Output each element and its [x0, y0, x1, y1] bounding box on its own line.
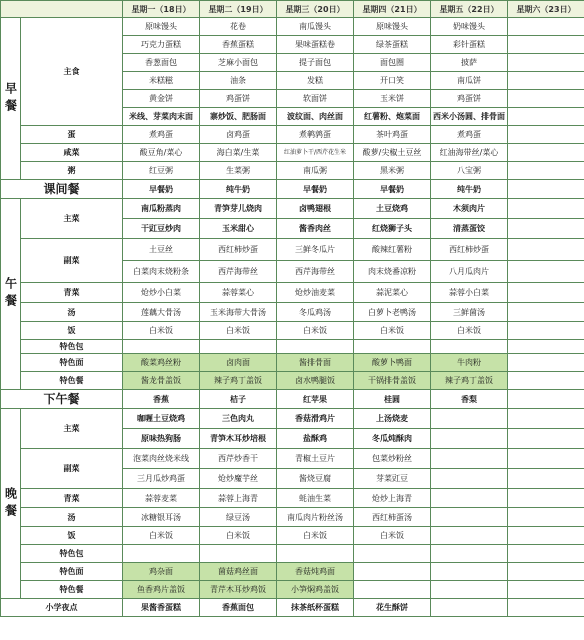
- lunch-special-noodle-item: 牛肉粉: [431, 354, 508, 372]
- dinner-side-item: 泡菜肉丝烧米线: [123, 449, 200, 469]
- lunch-main-item: 酱香肉丝: [277, 219, 354, 239]
- dinner-main-item: 原味热狗肠: [123, 429, 200, 449]
- lunch-special-bun-item: [508, 340, 584, 354]
- afternoon-item: 香梨: [431, 390, 508, 409]
- lunch-special-meal-item: 酱龙骨盖饭: [123, 372, 200, 390]
- dinner-greens-item: 蒜蓉麦菜: [123, 489, 200, 508]
- breakfast-staple-item: 鸡蛋饼: [200, 90, 277, 108]
- dinner-side-item: 西芹炒香干: [200, 449, 277, 469]
- lunch-side-item: 肉末烧番凉粉: [354, 261, 431, 283]
- lunch-main-item: 南瓜粉蒸肉: [123, 199, 200, 219]
- dinner-greens-item: [431, 489, 508, 508]
- dinner-special-bun-item: [123, 545, 200, 563]
- lunch-main-item: 木须肉片: [431, 199, 508, 219]
- header-corner: [1, 1, 123, 18]
- lunch-special-bun-item: [431, 340, 508, 354]
- lunch-special-bun-item: [200, 340, 277, 354]
- dinner-side-item: [508, 469, 584, 489]
- lunch-soup-item: 三鲜菌汤: [431, 303, 508, 322]
- breakfast-staple-item: 波纹面、肉丝面: [277, 108, 354, 126]
- lunch-side-item: [508, 239, 584, 261]
- label-special-bun: 特色包: [21, 340, 123, 354]
- breakfast-staple-item: 油条: [200, 72, 277, 90]
- late-snack-item: 香蕉面包: [200, 599, 277, 617]
- dinner-main-item: 香菇滑鸡片: [277, 409, 354, 429]
- lunch-special-noodle-item: 酸菜鸡丝粉: [123, 354, 200, 372]
- lunch-side-item: 西红柿炒蛋: [431, 239, 508, 261]
- late-snack-item: [508, 599, 584, 617]
- dinner-main-item: 盐酥鸡: [277, 429, 354, 449]
- dinner-soup-item: [431, 508, 508, 527]
- breakfast-staple-item: 面包圈: [354, 54, 431, 72]
- afternoon-item: 红苹果: [277, 390, 354, 409]
- lunch-special-noodle-item: 酱排骨面: [277, 354, 354, 372]
- day-header: 星期四（21日）: [354, 1, 431, 18]
- lunch-special-bun-item: [123, 340, 200, 354]
- dinner-special-meal-item: 鱼香鸡片盖饭: [123, 581, 200, 599]
- section-afternoon: 下午餐: [1, 390, 123, 409]
- label-greens: 青菜: [21, 283, 123, 303]
- breakfast-staple-item: 南瓜饼: [431, 72, 508, 90]
- breakfast-staple-item: 奶味馒头: [431, 18, 508, 36]
- dinner-main-item: [431, 409, 508, 429]
- breakfast-egg-item: [508, 126, 584, 144]
- lunch-side-item: 八月瓜肉片: [431, 261, 508, 283]
- breakfast-porridge-item: [508, 162, 584, 180]
- dinner-special-noodle-item: [508, 563, 584, 581]
- label-main-dish: 主菜: [21, 409, 123, 449]
- label-porridge: 粥: [21, 162, 123, 180]
- breakfast-staple-item: 提子面包: [277, 54, 354, 72]
- lunch-soup-item: 莲藕大骨汤: [123, 303, 200, 322]
- label-soup: 汤: [21, 508, 123, 527]
- dinner-special-bun-item: [431, 545, 508, 563]
- dinner-greens-item: [508, 489, 584, 508]
- lunch-rice-item: [508, 322, 584, 340]
- breakfast-staple-item: 香蕉蛋糕: [200, 36, 277, 54]
- breakfast-staple-item: 原味馒头: [123, 18, 200, 36]
- breakfast-pickles-item: 酸萝/尖椒土豆丝: [354, 144, 431, 162]
- dinner-special-meal-item: 小笋焖鸡盖饭: [277, 581, 354, 599]
- breakfast-staple-item: 米线、芽菜肉末面: [123, 108, 200, 126]
- lunch-side-item: [508, 261, 584, 283]
- breakfast-staple-item: 原味馒头: [354, 18, 431, 36]
- dinner-greens-item: 炝炒上海青: [354, 489, 431, 508]
- lunch-main-item: 土豆烧鸡: [354, 199, 431, 219]
- label-special-noodle: 特色面: [21, 563, 123, 581]
- dinner-rice-item: 白米饭: [277, 527, 354, 545]
- breakfast-staple-item: 西米小汤圆、排骨面: [431, 108, 508, 126]
- lunch-rice-item: 白米饭: [200, 322, 277, 340]
- dinner-main-item: [508, 429, 584, 449]
- breakfast-pickles-item: [508, 144, 584, 162]
- dinner-special-meal-item: 青芹木耳炒鸡饭: [200, 581, 277, 599]
- lunch-side-item: 酸辣红薯粉: [354, 239, 431, 261]
- breakfast-pickles-item: 酸豆角/菜心: [123, 144, 200, 162]
- dinner-soup-item: 冰糖银耳汤: [123, 508, 200, 527]
- breakfast-staple-item: 发糕: [277, 72, 354, 90]
- section-dinner: 晚餐: [1, 409, 21, 599]
- dinner-rice-item: 白米饭: [200, 527, 277, 545]
- lunch-main-item: [508, 219, 584, 239]
- dinner-main-item: [508, 409, 584, 429]
- breakfast-pickles-item: 海白菜/生菜: [200, 144, 277, 162]
- lunch-greens-item: 蒜蓉菜心: [200, 283, 277, 303]
- lunch-soup-item: [508, 303, 584, 322]
- dinner-rice-item: [508, 527, 584, 545]
- dinner-side-item: 酱烧豆腐: [277, 469, 354, 489]
- lunch-special-noodle-item: [508, 354, 584, 372]
- lunch-greens-item: 蒜泥菜心: [354, 283, 431, 303]
- dinner-special-meal-item: [508, 581, 584, 599]
- breakfast-porridge-item: 红豆粥: [123, 162, 200, 180]
- dinner-soup-item: 绿豆汤: [200, 508, 277, 527]
- dinner-special-noodle-item: 鸡杂面: [123, 563, 200, 581]
- section-breakfast: 早餐: [1, 18, 21, 180]
- breakfast-staple-item: [508, 90, 584, 108]
- label-special-meal: 特色餐: [21, 581, 123, 599]
- lunch-rice-item: 白米饭: [123, 322, 200, 340]
- afternoon-item: 桂圆: [354, 390, 431, 409]
- breakfast-staple-item: 南瓜馒头: [277, 18, 354, 36]
- lunch-main-item: [508, 199, 584, 219]
- breakfast-staple-item: 黄金饼: [123, 90, 200, 108]
- dinner-special-noodle-item: 菌菇鸡丝面: [200, 563, 277, 581]
- dinner-special-meal-item: [354, 581, 431, 599]
- label-rice: 饭: [21, 527, 123, 545]
- dinner-side-item: 炝炒魔芋丝: [200, 469, 277, 489]
- lunch-main-item: 红烧狮子头: [354, 219, 431, 239]
- lunch-side-item: 西红柿炒蛋: [200, 239, 277, 261]
- dinner-special-bun-item: [277, 545, 354, 563]
- lunch-rice-item: 白米饭: [431, 322, 508, 340]
- breakfast-staple-item: 巧克力蛋糕: [123, 36, 200, 54]
- label-rice: 饭: [21, 322, 123, 340]
- lunch-side-item: 白菜肉末烧粉条: [123, 261, 200, 283]
- late-snack-item: 抹茶纸杯蛋糕: [277, 599, 354, 617]
- lunch-main-item: 玉米甜心: [200, 219, 277, 239]
- lunch-special-meal-item: 卤水鸭腿饭: [277, 372, 354, 390]
- label-special-noodle: 特色面: [21, 354, 123, 372]
- dinner-rice-item: [431, 527, 508, 545]
- dinner-special-bun-item: [354, 545, 431, 563]
- lunch-greens-item: 蒜蓉小白菜: [431, 283, 508, 303]
- dinner-greens-item: 蚝油生菜: [277, 489, 354, 508]
- lunch-soup-item: 玉米海带大骨汤: [200, 303, 277, 322]
- dinner-main-item: [431, 429, 508, 449]
- lunch-special-meal-item: 干锅排骨盖饭: [354, 372, 431, 390]
- label-side-dish: 副菜: [21, 239, 123, 283]
- breakfast-staple-item: [508, 108, 584, 126]
- label-greens: 青菜: [21, 489, 123, 508]
- breakfast-staple-item: 香葱面包: [123, 54, 200, 72]
- breakfast-porridge-item: 八宝粥: [431, 162, 508, 180]
- day-header: 星期二（19日）: [200, 1, 277, 18]
- dinner-main-item: 冬瓜炖酥肉: [354, 429, 431, 449]
- late-snack-item: 果酱香蛋糕: [123, 599, 200, 617]
- breakfast-staple-item: 米糕糍: [123, 72, 200, 90]
- lunch-special-bun-item: [277, 340, 354, 354]
- dinner-side-item: [431, 449, 508, 469]
- label-staple: 主食: [21, 18, 123, 126]
- dinner-rice-item: 白米饭: [123, 527, 200, 545]
- lunch-special-bun-item: [354, 340, 431, 354]
- section-late-snack: 小学夜点: [1, 599, 123, 617]
- label-special-bun: 特色包: [21, 545, 123, 563]
- late-snack-item: 花生酥饼: [354, 599, 431, 617]
- breakfast-staple-item: 芝麻小面包: [200, 54, 277, 72]
- mid-meal-item: 早餐奶: [123, 180, 200, 199]
- label-side-dish: 副菜: [21, 449, 123, 489]
- breakfast-egg-item: 煮鸡蛋: [431, 126, 508, 144]
- breakfast-egg-item: 茶叶鸡蛋: [354, 126, 431, 144]
- breakfast-staple-item: 披萨: [431, 54, 508, 72]
- breakfast-staple-item: 玉米饼: [354, 90, 431, 108]
- day-header: 星期三（20日）: [277, 1, 354, 18]
- lunch-special-noodle-item: 酸萝卜鸭面: [354, 354, 431, 372]
- dinner-special-meal-item: [431, 581, 508, 599]
- dinner-main-item: 青笋木耳炒培根: [200, 429, 277, 449]
- breakfast-porridge-item: 黑米粥: [354, 162, 431, 180]
- lunch-rice-item: 白米饭: [277, 322, 354, 340]
- dinner-greens-item: 蒜蓉上海青: [200, 489, 277, 508]
- breakfast-egg-item: 煮鸡蛋: [123, 126, 200, 144]
- breakfast-staple-item: 鸡蛋饼: [431, 90, 508, 108]
- dinner-side-item: [431, 469, 508, 489]
- breakfast-pickles-item: 红油海带丝/菜心: [431, 144, 508, 162]
- lunch-main-item: 清蒸蛋饺: [431, 219, 508, 239]
- breakfast-staple-item: 寨炒饭、肥肠面: [200, 108, 277, 126]
- lunch-rice-item: 白米饭: [354, 322, 431, 340]
- dinner-special-noodle-item: [354, 563, 431, 581]
- lunch-special-meal-item: 辣子鸡丁盖饭: [200, 372, 277, 390]
- dinner-soup-item: 南瓜肉片粉丝汤: [277, 508, 354, 527]
- lunch-soup-item: 冬瓜鸡汤: [277, 303, 354, 322]
- breakfast-staple-item: [508, 36, 584, 54]
- label-pickles: 咸菜: [21, 144, 123, 162]
- label-main-dish: 主菜: [21, 199, 123, 239]
- dinner-main-item: 咖喱土豆烧鸡: [123, 409, 200, 429]
- breakfast-staple-item: 红薯粉、炮菜面: [354, 108, 431, 126]
- lunch-side-item: 西芹海带丝: [200, 261, 277, 283]
- afternoon-item: 桔子: [200, 390, 277, 409]
- dinner-side-item: 芽菜豇豆: [354, 469, 431, 489]
- lunch-side-item: 三鲜冬瓜片: [277, 239, 354, 261]
- breakfast-staple-item: 花卷: [200, 18, 277, 36]
- lunch-special-meal-item: [508, 372, 584, 390]
- dinner-main-item: 上汤烧麦: [354, 409, 431, 429]
- dinner-special-bun-item: [200, 545, 277, 563]
- lunch-greens-item: 炝炒小白菜: [123, 283, 200, 303]
- dinner-side-item: [508, 449, 584, 469]
- lunch-greens-item: 炝炒油麦菜: [277, 283, 354, 303]
- breakfast-staple-item: [508, 54, 584, 72]
- lunch-side-item: 土豆丝: [123, 239, 200, 261]
- section-mid-meal: 课间餐: [1, 180, 123, 199]
- breakfast-staple-item: 彩针蛋糕: [431, 36, 508, 54]
- breakfast-staple-item: [508, 72, 584, 90]
- label-special-meal: 特色餐: [21, 372, 123, 390]
- lunch-side-item: 西芹海带丝: [277, 261, 354, 283]
- breakfast-egg-item: 煮鹌鹑蛋: [277, 126, 354, 144]
- lunch-soup-item: 白萝卜老鸭汤: [354, 303, 431, 322]
- lunch-greens-item: [508, 283, 584, 303]
- breakfast-porridge-item: 南瓜粥: [277, 162, 354, 180]
- day-header: 星期一（18日）: [123, 1, 200, 18]
- day-header: 星期五（22日）: [431, 1, 508, 18]
- afternoon-item: [508, 390, 584, 409]
- breakfast-staple-item: 果味蛋糕卷: [277, 36, 354, 54]
- breakfast-staple-item: 开口笑: [354, 72, 431, 90]
- mid-meal-item: [508, 180, 584, 199]
- lunch-main-item: 干豇豆炒肉: [123, 219, 200, 239]
- dinner-rice-item: 白米饭: [354, 527, 431, 545]
- breakfast-porridge-item: 生菜粥: [200, 162, 277, 180]
- lunch-main-item: 卤鸭翅根: [277, 199, 354, 219]
- dinner-side-item: 青椒土豆片: [277, 449, 354, 469]
- mid-meal-item: 早餐奶: [277, 180, 354, 199]
- dinner-special-noodle-item: 香菇炖鸡面: [277, 563, 354, 581]
- label-egg: 蛋: [21, 126, 123, 144]
- mid-meal-item: 纯牛奶: [431, 180, 508, 199]
- breakfast-staple-item: [508, 18, 584, 36]
- dinner-special-noodle-item: [431, 563, 508, 581]
- dinner-soup-item: [508, 508, 584, 527]
- late-snack-item: [431, 599, 508, 617]
- day-header: 星期六（23日）: [508, 1, 584, 18]
- lunch-main-item: 青笋芽儿烧肉: [200, 199, 277, 219]
- label-soup: 汤: [21, 303, 123, 322]
- breakfast-staple-item: 软面饼: [277, 90, 354, 108]
- mid-meal-item: 纯牛奶: [200, 180, 277, 199]
- breakfast-egg-item: 卤鸡蛋: [200, 126, 277, 144]
- breakfast-staple-item: 绿茶蛋糕: [354, 36, 431, 54]
- breakfast-pickles-item: 红油萝卜干/西芹花生米: [277, 144, 354, 162]
- lunch-special-noodle-item: 卤肉面: [200, 354, 277, 372]
- dinner-soup-item: 西红柿蛋汤: [354, 508, 431, 527]
- afternoon-item: 香蕉: [123, 390, 200, 409]
- dinner-special-bun-item: [508, 545, 584, 563]
- dinner-side-item: 三月瓜炒鸡蛋: [123, 469, 200, 489]
- dinner-side-item: 包菜炒粉丝: [354, 449, 431, 469]
- dinner-main-item: 三色肉丸: [200, 409, 277, 429]
- section-lunch: 午餐: [1, 199, 21, 390]
- lunch-special-meal-item: 辣子鸡丁盖饭: [431, 372, 508, 390]
- mid-meal-item: 早餐奶: [354, 180, 431, 199]
